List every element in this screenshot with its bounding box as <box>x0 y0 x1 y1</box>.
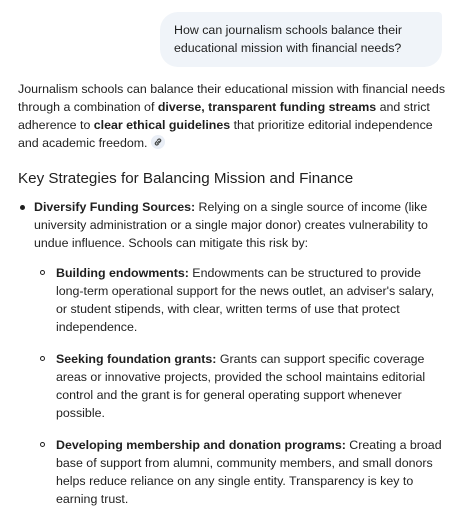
sub-strategy-title: Building endowments: <box>56 266 189 280</box>
intro-bold-2: clear ethical guidelines <box>93 118 231 132</box>
user-message-bubble <box>160 12 442 67</box>
strategy-text: Relying on a single source of income (like university administration or a single major donor) creates vulnerability to undue influence. Schools can mitigate this risk by: <box>34 200 428 250</box>
section-heading: Key Strategies for Balancing Mission and Finance <box>18 170 354 187</box>
sub-strategy-text: Endowments can be structured to provide long-term operational support for the news outlet, an adviser's salary, or student stipends, with clear, written terms of use that protect independence. <box>56 266 435 334</box>
bullet-circle <box>40 442 45 447</box>
sub-strategy-title: Developing membership and donation programs: <box>56 438 346 452</box>
bullet-circle <box>40 356 45 361</box>
intro-bold-1: diverse, transparent funding streams <box>157 100 377 114</box>
sub-strategy-text: Creating a broad base of support from alumni, community members, and small donors helps reduce reliance on any single entity. Transparency is key to earning trust. <box>56 438 442 506</box>
assistant-response <box>18 80 448 508</box>
sub-strategy-list <box>34 264 448 508</box>
sub-strategy-item <box>34 436 448 508</box>
strategy-item <box>18 198 448 508</box>
bullet-disc <box>20 205 25 210</box>
strategy-list <box>18 198 448 508</box>
intro-text-1: Journalism schools can balance their educational mission with financial needs through a combination of <box>18 82 446 114</box>
sub-strategy-text: Grants can support specific coverage areas or innovative projects, provided the school maintains editorial control and the grant is for general operating support whenever possible. <box>56 352 426 420</box>
link-icon[interactable] <box>151 135 165 149</box>
intro-text-3: that prioritize editorial independence and academic freedom. <box>18 118 433 150</box>
bullet-circle <box>40 270 45 275</box>
sub-strategy-title: Seeking foundation grants: <box>56 352 217 366</box>
response-intro <box>18 80 448 152</box>
sub-strategy-item <box>34 264 448 336</box>
strategy-title: Diversify Funding Sources: <box>34 200 196 214</box>
intro-text-2: and strict adherence to <box>18 100 430 132</box>
user-message-text: How can journalism schools balance their educational mission with financial needs? <box>174 23 402 55</box>
sub-strategy-item <box>34 350 448 422</box>
